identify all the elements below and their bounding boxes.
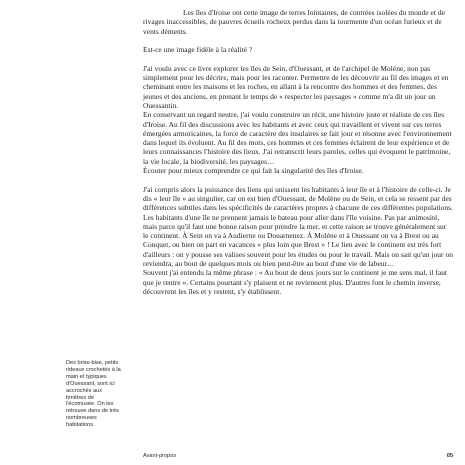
footer-section-title: Avant-propos [143, 453, 177, 459]
section-two-paragraph-2: Souvent j'ai entendu la même phrase : « Au bout de deux jours sur le continent je me sens mal, il faut que je rentre ». Certains pourtant s'y plaisent et ne reviennent plus. D'autres font le chemin inverse, découvrent les îles et y restent, s'y établissent. [143, 268, 448, 296]
page-number: 05 [446, 453, 453, 459]
paragraph-spacer [143, 175, 453, 184]
section-two-paragraph-1: J'ai compris alors la puissance des liens qui unissent les habitants à leur île et à l'histoire de celle-ci. Je dis « leur île » au singulier, car on est bien d'Ouessant, de Molène ou de Sein, et cela se ressent par des différences subtiles dans les spécificités de caractères propres à chacune de ces différentes populations. Les habitants d'une île ne prennent jamais le bateau pour aller dans l'île voisine. Pas par animosité, mais parce qu'il faut une bonne raison pour prendre la mer, et cette raison se trouve généralement sur le continent. À Sein on va à Audierne ou Douarnenez. À Molène et à Ouessant on va à Brest ou au Conquet, ou bien on part en vacances « plus loin que Brest » ! Le lien avec le continent est très fort d'ailleurs : on y pousse ses valises souvent pour les études ou pour le travail. Mais on sait qu'un jour on reviendra, au bout de quelques mois ou bien peut-être au bout d'une vie de labeur… [143, 184, 453, 269]
section-one-paragraph-2: En conservant un regard neutre, j'ai voulu construire un récit, une histoire juste et réaliste de ces îles d'Iroise. Au fil des discussions avec les habitants et avec ceux qui travaillent et vivent sur ces terres émergées armoricaines, la force de caractère des insulaires se fait jour et résonne avec l'environnement dans lequel ils évoluent. Au fil des mots, ces hommes et ces femmes éclairent de leur expérience et de leurs connaissances l'histoire des lieux. J'ai retranscrit leurs paroles, celles qui évoquent le patrimoine, la vie locale, la biodiversité, les paysages… [143, 110, 452, 166]
intro-paragraph: Les îles d'Iroise ont cette image de terres lointaines, de contrées isolées du monde et de rivages inaccessibles, de pauvres écueils rocheux perdus dans la tourmente d'un océan furieux et de vents déments. [143, 8, 445, 36]
margin-caption: Des brise-bise, petits rideaux crochetés à la main et typiques d'Ouessant, sont ici accrochés aux fenêtres de l'écomusée. On les retrouve dans de très nombreuses habitations. [66, 360, 121, 429]
paragraph-spacer [143, 36, 453, 45]
intro-question: Est-ce une image fidèle à la réalité ? [143, 45, 253, 55]
main-text-column [143, 8, 453, 296]
paragraph-spacer [143, 54, 453, 63]
page-footer [143, 453, 453, 462]
section-one-paragraph-3: Écouter pour mieux comprendre ce qui fait la singularité des îles d'Iroise. [143, 166, 364, 176]
section-one-paragraph-1: J'ai voulu avec ce livre explorer les îles de Sein, d'Ouessant, et de l'archipel de Molène, non pas simplement pour les décrire, mais pour les raconter. Permettre de les découvrir au fil des images et en cheminant entre les maisons et les roches, en allant à la rencontre des hommes et des femmes, des jeunes et des anciens, en prenant le temps de « respecter les paysages » comme m'a dit un jour un Ouessantin. [143, 63, 449, 110]
